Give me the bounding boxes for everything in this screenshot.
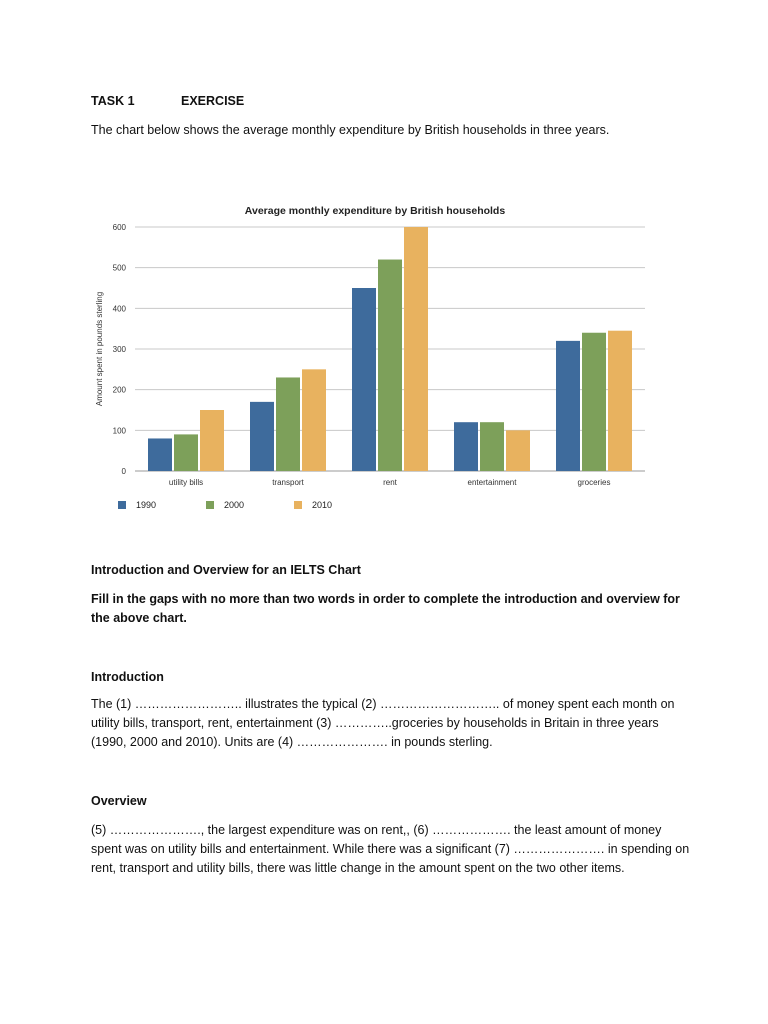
exercise-label: EXERCISE <box>181 94 245 108</box>
overview-paragraph: (5) …………………., the largest expenditure was on rent,, (6) ………………. the least amount of money spent was on utility bills and entertainment. While there was a significant (7) …………………. in spending on rent, transport and utility bills, there was little change in the amount spent on the two other items. <box>91 823 690 875</box>
task-heading <box>91 92 245 111</box>
bar-rent-1990 <box>352 288 376 471</box>
bar-entertainment-2010 <box>506 430 530 471</box>
y-axis-label: Amount spent in pounds sterling <box>95 291 104 407</box>
bar-utility-bills-1990 <box>148 438 172 471</box>
y-tick-label-600: 600 <box>112 223 126 232</box>
y-tick-label-300: 300 <box>112 345 126 354</box>
introduction-heading: Introduction <box>91 670 164 684</box>
x-tick-label-entertainment: entertainment <box>467 478 517 487</box>
bar-transport-2000 <box>276 377 300 471</box>
legend-swatch-1990 <box>118 501 126 509</box>
y-tick-label-0: 0 <box>121 467 126 476</box>
x-tick-label-rent: rent <box>383 478 397 487</box>
y-tick-label-500: 500 <box>112 263 126 273</box>
bar-chart <box>90 195 650 525</box>
instruction-text: Fill in the gaps with no more than two words in order to complete the introduction and overview for the above chart. <box>91 592 680 625</box>
y-tick-label-200: 200 <box>112 385 126 395</box>
bar-rent-2000 <box>378 260 402 471</box>
legend-swatch-2000 <box>206 501 214 509</box>
bar-groceries-1990 <box>556 341 580 471</box>
bar-utility-bills-2000 <box>174 434 198 471</box>
chart-description: The chart below shows the average monthly expenditure by British households in three years. <box>91 123 610 137</box>
introduction-paragraph: The (1) …………………….. illustrates the typical (2) ……………………….. of money spent each month on utility bills, transport, rent, entertainment (3) …………..groceries by households in Britain in three years (1990, 2000 and 2010). Units are (4) …………………. in pounds sterling. <box>91 697 675 749</box>
y-tick-label-400: 400 <box>112 304 126 314</box>
legend-label-1990: 1990 <box>136 500 157 510</box>
legend-label-2010: 2010 <box>312 500 333 510</box>
overview-heading: Overview <box>91 794 147 808</box>
task-label: TASK 1 <box>91 94 135 108</box>
x-tick-label-groceries: groceries <box>577 478 611 487</box>
bar-entertainment-1990 <box>454 422 478 471</box>
bar-groceries-2010 <box>608 331 632 471</box>
y-tick-label-100: 100 <box>112 426 126 436</box>
x-tick-label-transport: transport <box>272 478 304 487</box>
legend-swatch-2010 <box>294 501 302 509</box>
bar-utility-bills-2010 <box>200 410 224 471</box>
x-tick-label-utility-bills: utility bills <box>168 478 204 487</box>
bar-entertainment-2000 <box>480 422 504 471</box>
bar-transport-2010 <box>302 369 326 471</box>
section-heading: Introduction and Overview for an IELTS Chart <box>91 563 361 577</box>
bar-groceries-2000 <box>582 333 606 471</box>
legend-label-2000: 2000 <box>224 500 245 510</box>
bar-rent-2010 <box>404 227 428 471</box>
chart-title: Average monthly expenditure by British households <box>244 205 506 217</box>
bar-transport-1990 <box>250 402 274 471</box>
